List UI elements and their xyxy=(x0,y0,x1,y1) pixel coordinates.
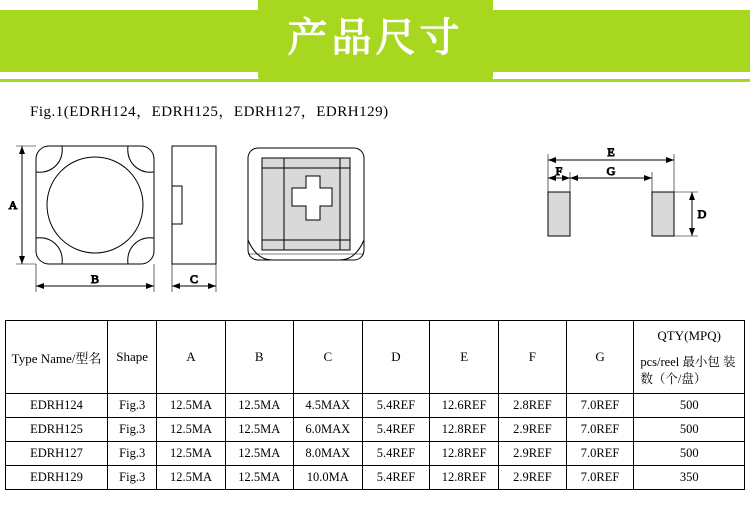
cell-f: 2.8REF xyxy=(499,394,567,418)
cell-a: 12.5MA xyxy=(157,442,225,466)
dimension-d xyxy=(674,192,698,236)
cell-g: 7.0REF xyxy=(566,442,634,466)
land-pattern-view xyxy=(548,145,707,236)
side-view xyxy=(172,146,216,264)
cell-e: 12.8REF xyxy=(430,418,499,442)
cell-b: 12.5MA xyxy=(225,466,293,490)
cell-f: 2.9REF xyxy=(499,418,567,442)
cell-b: 12.5MA xyxy=(225,418,293,442)
column-header-a: A xyxy=(157,321,225,394)
column-header-f: F xyxy=(499,321,567,394)
label-c: C xyxy=(189,272,199,286)
cell-g: 7.0REF xyxy=(566,466,634,490)
cell-a: 12.5MA xyxy=(157,466,225,490)
cell-f: 2.9REF xyxy=(499,466,567,490)
cell-e: 12.6REF xyxy=(430,394,499,418)
specification-table xyxy=(5,320,745,490)
banner-left-bar xyxy=(0,10,265,72)
cell-b: 12.5MA xyxy=(225,394,293,418)
cell-d: 5.4REF xyxy=(362,394,430,418)
cell-qty: 500 xyxy=(634,442,745,466)
cell-shape: Fig.3 xyxy=(108,442,157,466)
cell-c: 10.0MA xyxy=(293,466,362,490)
qty-main-label: QTY(MPQ) xyxy=(657,328,721,344)
cell-type-name: EDRH129 xyxy=(6,466,108,490)
column-header-d: D xyxy=(362,321,430,394)
cell-qty: 350 xyxy=(634,466,745,490)
qty-sub-label: pcs/reel 最小包 装数（个/盘） xyxy=(640,355,736,386)
cell-e: 12.8REF xyxy=(430,466,499,490)
table-body xyxy=(6,394,745,490)
label-d: D xyxy=(697,207,707,221)
label-f: F xyxy=(555,164,563,178)
table-header-row xyxy=(6,321,745,394)
label-e: E xyxy=(607,145,615,159)
column-header-e: E xyxy=(430,321,499,394)
column-header-qty xyxy=(634,321,745,394)
column-header-g: G xyxy=(566,321,634,394)
cell-g: 7.0REF xyxy=(566,394,634,418)
column-header-c: C xyxy=(293,321,362,394)
cell-a: 12.5MA xyxy=(157,418,225,442)
cell-shape: Fig.3 xyxy=(108,418,157,442)
cell-qty: 500 xyxy=(634,394,745,418)
banner-right-bar xyxy=(485,10,750,72)
cell-d: 5.4REF xyxy=(362,418,430,442)
cell-type-name: EDRH124 xyxy=(6,394,108,418)
table-header xyxy=(6,321,745,394)
cell-qty: 500 xyxy=(634,418,745,442)
cell-shape: Fig.3 xyxy=(108,466,157,490)
label-g: G xyxy=(606,164,616,178)
label-a: A xyxy=(8,198,18,212)
table-row xyxy=(6,442,745,466)
cross-section-view xyxy=(248,148,364,260)
table-row xyxy=(6,466,745,490)
cell-type-name: EDRH125 xyxy=(6,418,108,442)
top-view xyxy=(36,146,154,264)
label-b: B xyxy=(90,272,100,286)
banner-underline xyxy=(0,79,750,82)
page-title: 产品尺寸 xyxy=(287,15,464,61)
cell-g: 7.0REF xyxy=(566,418,634,442)
dimension-a xyxy=(16,146,36,264)
cell-c: 4.5MAX xyxy=(293,394,362,418)
cell-c: 6.0MAX xyxy=(293,418,362,442)
cell-d: 5.4REF xyxy=(362,466,430,490)
column-header-shape: Shape xyxy=(108,321,157,394)
table-row xyxy=(6,394,745,418)
mechanical-drawing xyxy=(0,128,750,313)
figure-caption: Fig.1(EDRH124，EDRH125，EDRH127，EDRH129) xyxy=(30,104,389,120)
cell-c: 8.0MAX xyxy=(293,442,362,466)
drawing-svg xyxy=(0,128,750,313)
cell-shape: Fig.3 xyxy=(108,394,157,418)
cell-e: 12.8REF xyxy=(430,442,499,466)
cell-d: 5.4REF xyxy=(362,442,430,466)
table-row xyxy=(6,418,745,442)
page-header-banner xyxy=(0,0,750,82)
column-header-b: B xyxy=(225,321,293,394)
cell-a: 12.5MA xyxy=(157,394,225,418)
column-header-type-name: Type Name/型名 xyxy=(6,321,108,394)
cell-f: 2.9REF xyxy=(499,442,567,466)
cell-type-name: EDRH127 xyxy=(6,442,108,466)
cell-b: 12.5MA xyxy=(225,442,293,466)
